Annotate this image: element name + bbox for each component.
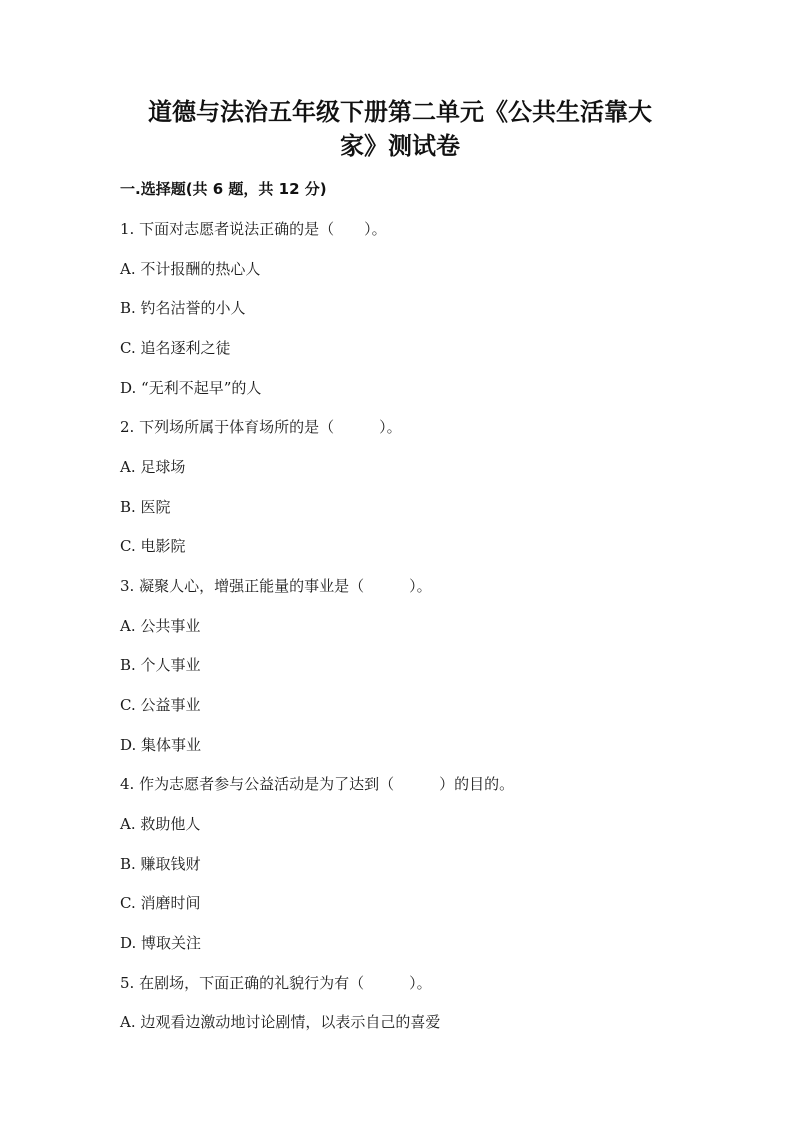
- question-option: A. 足球场: [120, 458, 186, 476]
- question-option: D. 博取关注: [120, 934, 202, 952]
- page-title-line-1: 道德与法治五年级下册第二单元《公共生活靠大: [148, 98, 652, 126]
- question-stem: 4. 作为志愿者参与公益活动是为了达到（ ）的目的。: [120, 775, 515, 793]
- question-stem: 1. 下面对志愿者说法正确的是（ ）。: [120, 220, 387, 238]
- question-option: C. 公益事业: [120, 696, 201, 714]
- question-option: C. 消磨时间: [120, 894, 201, 912]
- question-option: A. 公共事业: [120, 617, 201, 635]
- question-option: D. 集体事业: [120, 736, 202, 754]
- question-option: B. 医院: [120, 498, 171, 516]
- question-stem: 2. 下列场所属于体育场所的是（ ）。: [120, 418, 402, 436]
- section-heading: 一.选择题(共 6 题，共 12 分): [120, 180, 327, 198]
- question-option: B. 个人事业: [120, 656, 201, 674]
- question-stem: 5. 在剧场，下面正确的礼貌行为有（ ）。: [120, 974, 432, 992]
- question-option: A. 不计报酬的热心人: [120, 260, 261, 278]
- question-option: C. 追名逐利之徒: [120, 339, 231, 357]
- question-option: A. 边观看边激动地讨论剧情，以表示自己的喜爱: [120, 1013, 441, 1031]
- question-option: A. 救助他人: [120, 815, 201, 833]
- question-option: D. “无利不起早”的人: [120, 379, 262, 397]
- question-option: B. 赚取钱财: [120, 855, 201, 873]
- question-stem: 3. 凝聚人心，增强正能量的事业是（ ）。: [120, 577, 432, 595]
- question-option: B. 钓名沽誉的小人: [120, 299, 246, 317]
- question-option: C. 电影院: [120, 537, 186, 555]
- page-title-line-2: 家》测试卷: [340, 132, 460, 160]
